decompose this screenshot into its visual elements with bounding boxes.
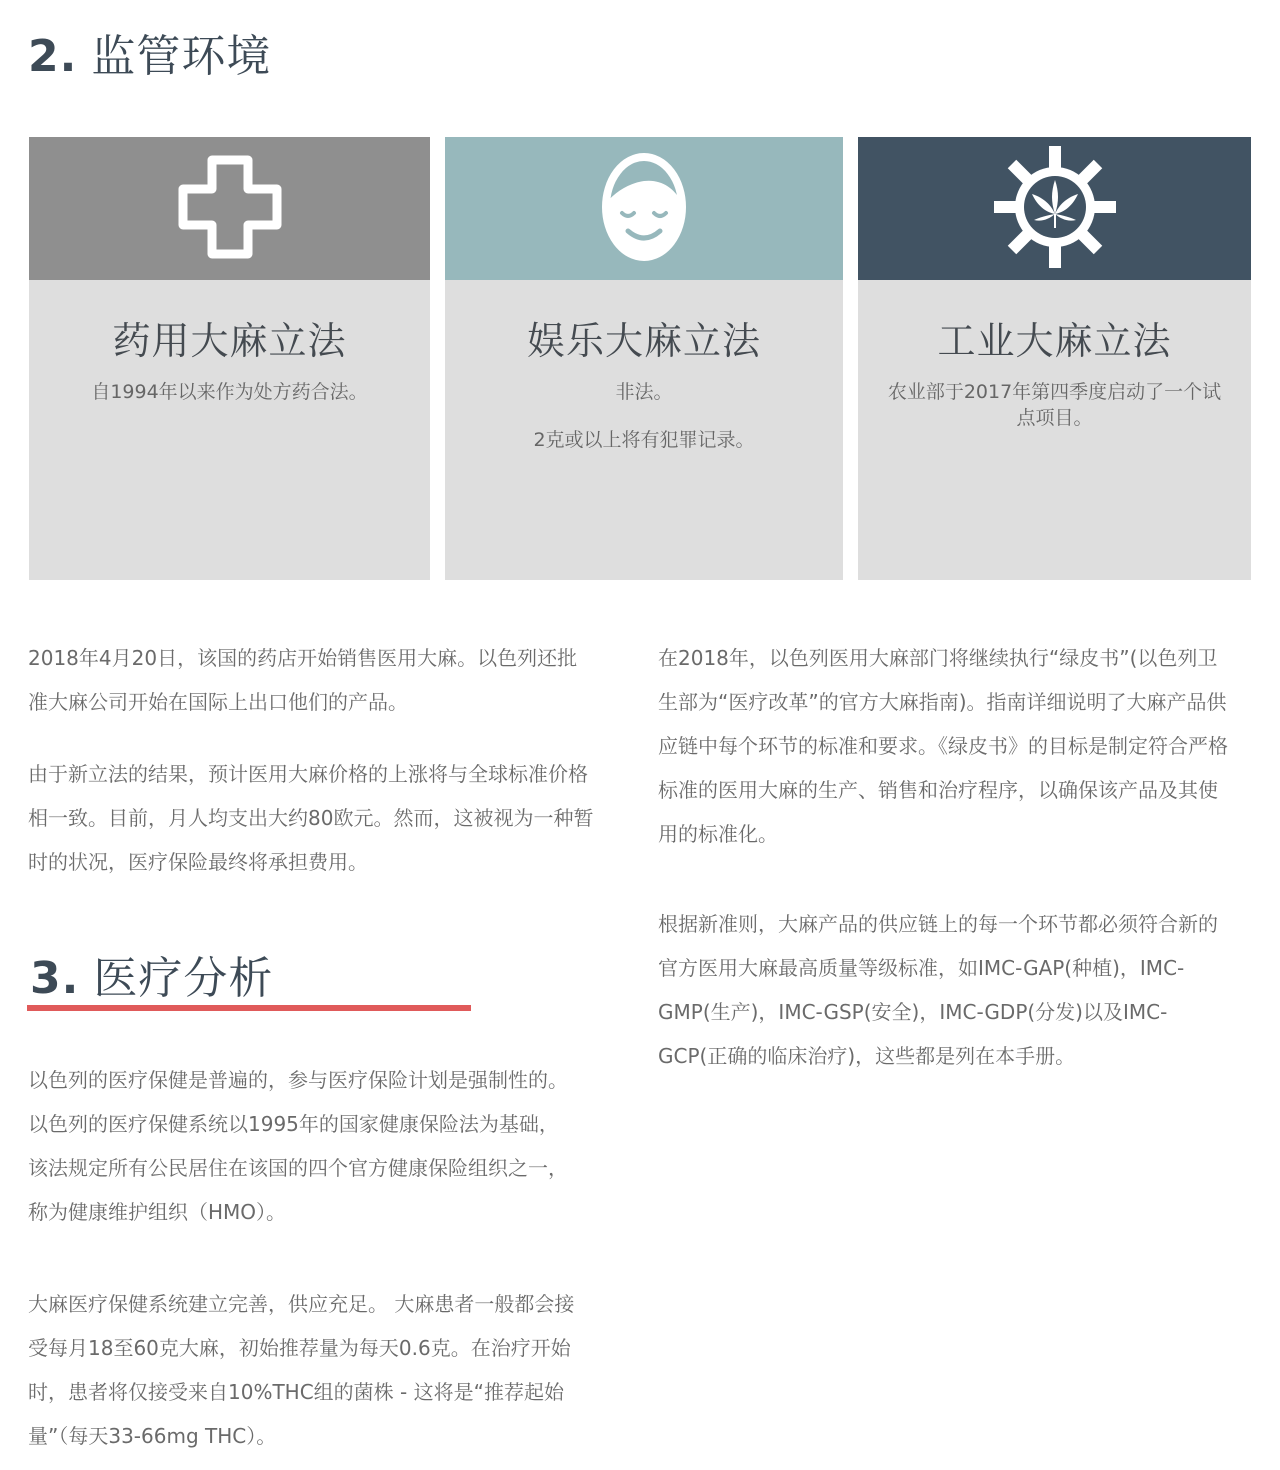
card-medical-banner [29, 137, 430, 280]
smiling-face-icon [594, 147, 694, 271]
right-paragraph-2: 根据新准则，大麻产品的供应链上的每一个环节都必须符合新的官方医用大麻最高质量等级标准，如IMC-GAP(种植)，IMC-GMP(生产)，IMC-GSP(安全)，IMC-GDP(分发)以及IMC-GCP(正确的临床治疗)，这些都是列在本手册。 [658, 912, 1218, 1068]
card-industrial-text [880, 379, 1230, 431]
card-recreational-line-1: 非法。 [615, 381, 673, 403]
section-3-number: 3. [30, 953, 80, 1004]
section-3-paragraph-1: 以色列的医疗保健是普遍的，参与医疗保险计划是强制性的。 以色列的医疗保健系统以1995年的国家健康保险法为基础，该法规定所有公民居住在该国的四个官方健康保险组织之一，称为健康维护组织（HMO）。 [28, 1068, 568, 1224]
right-paragraph-1: 在2018年，以色列医用大麻部门将继续执行“绿皮书”(以色列卫生部为“医疗改革”的官方大麻指南)。指南详细说明了大麻产品供应链中每个环节的标准和要求。《绿皮书》的目标是制定符合严格标准的医用大麻的生产、销售和治疗程序，以确保该产品及其使用的标准化。 [658, 646, 1228, 846]
card-medical-text [60, 379, 400, 405]
left-paragraph-2: 由于新立法的结果，预计医用大麻价格的上涨将与全球标准价格相一致。目前，月人均支出大约80欧元。然而，这被视为一种暂时的状况，医疗保险最终将承担费用。 [28, 762, 594, 874]
section-2-heading [28, 20, 271, 84]
cannabis-gear-icon [990, 142, 1120, 276]
card-industrial-title: 工业大麻立法 [937, 319, 1172, 363]
card-medical-line: 自1994年以来作为处方药合法。 [91, 381, 368, 403]
card-recreational [445, 137, 843, 580]
section-3-heading [30, 942, 273, 1006]
card-recreational-title: 娱乐大麻立法 [526, 319, 761, 363]
card-recreational-banner [445, 137, 843, 280]
card-industrial-banner [858, 137, 1251, 280]
section-3-underline [27, 1005, 471, 1011]
section-3-text [28, 1058, 576, 1458]
section-2-title: 监管环境 [91, 31, 272, 82]
medical-cross-icon [175, 152, 285, 266]
card-medical [29, 137, 430, 580]
left-column [28, 636, 594, 884]
section-3-title: 医疗分析 [93, 953, 274, 1004]
card-recreational-line-2: 2克或以上将有犯罪记录。 [533, 429, 755, 451]
section-3-paragraph-2: 大麻医疗保健系统建立完善，供应充足。 大麻患者一般都会接受每月18至60克大麻，初始推荐量为每天0.6克。在治疗开始时，患者将仅接受来自10%THC组的菌株 - 这将是“推荐起始量”（每天33-66mg THC）。 [28, 1292, 575, 1448]
right-column [658, 636, 1236, 1078]
card-industrial-line: 农业部于2017年第四季度启动了一个试点项目。 [887, 381, 1222, 429]
card-medical-title: 药用大麻立法 [112, 319, 347, 363]
card-recreational-text [474, 379, 814, 453]
card-industrial [858, 137, 1251, 580]
section-2-number: 2. [28, 31, 78, 82]
left-paragraph-1: 2018年4月20日，该国的药店开始销售医用大麻。以色列还批准大麻公司开始在国际上出口他们的产品。 [28, 646, 578, 714]
